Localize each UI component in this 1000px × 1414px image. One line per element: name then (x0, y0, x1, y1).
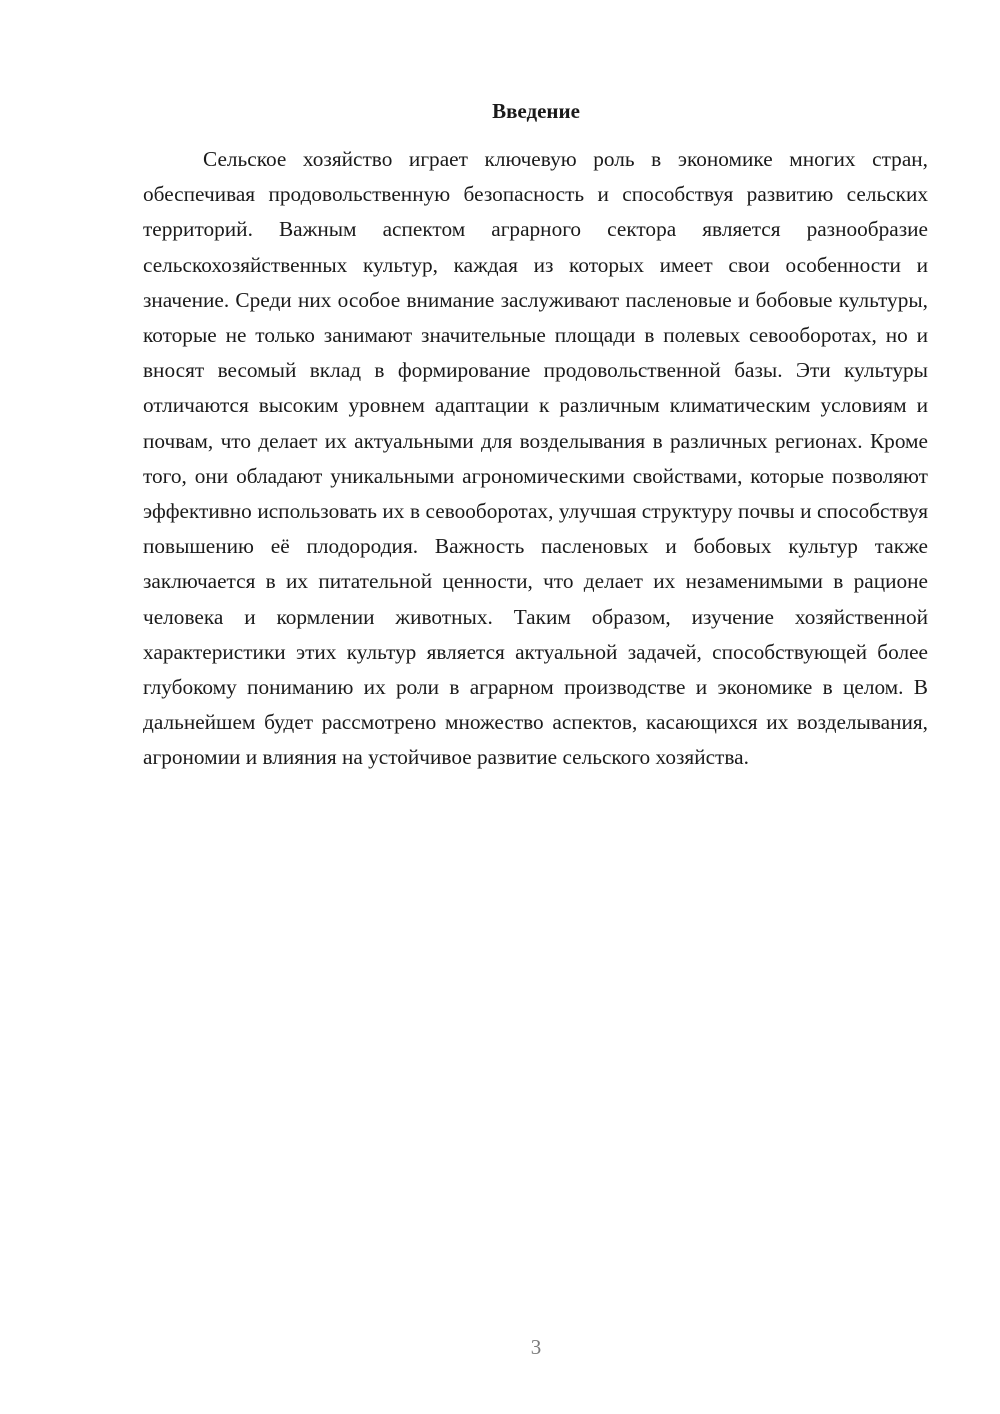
section-heading: Введение (492, 99, 580, 123)
introduction-paragraph: Сельское хозяйство играет ключевую роль в экономике многих стран, обеспечивая продовольственную безопасность и способствуя развитию сельских территорий. Важным аспектом аграрного сектора является разнообразие сельскохозяйственных культур, каждая из которых имеет свои особенности и значение. Среди них особое внимание заслуживают пасленовые и бобовые культуры, которые не только занимают значительные площади в полевых севооборотах, но и вносят весомый вклад в формирование продовольственной базы. Эти культуры отличаются высоким уровнем адаптации к различным климатическим условиям и почвам, что делает их актуальными для возделывания в различных регионах. Кроме того, они обладают уникальными агрономическими свойствами, которые позволяют эффективно использовать их в севооборотах, улучшая структуру почвы и способствуя повышению её плодородия. Важность пасленовых и бобовых культур также заключается в их питательной ценности, что делает их незаменимыми в рационе человека и кормлении животных. Таким образом, изучение хозяйственной характеристики этих культур является актуальной задачей, способствующей более глубокому пониманию их роли в аграрном производстве и экономике в целом. В дальнейшем будет рассмотрено множество аспектов, касающихся их возделывания, агрономии и влияния на устойчивое развитие сельского хозяйства. (143, 147, 928, 770)
page-number: 3 (530, 1335, 542, 1359)
